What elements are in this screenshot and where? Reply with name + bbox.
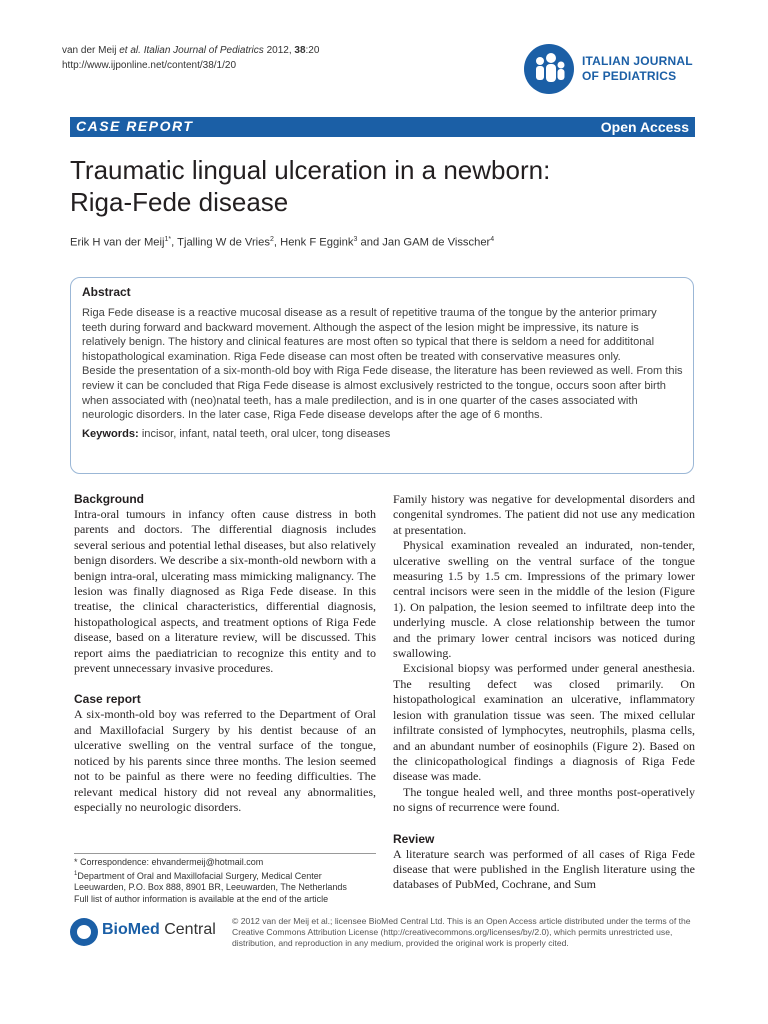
- citation-volume: 38: [294, 45, 306, 56]
- author-2: Tjalling W de Vries: [177, 236, 270, 249]
- keywords-text: incisor, infant, natal teeth, oral ulcer, tong diseases: [141, 427, 391, 440]
- abstract-box: [70, 277, 694, 474]
- affiliation: $^1$Department of Oral and Maxillofacial Surgery, Medical Center Leeuwarden, P.O. Box 888, 8901 BR, Leeuwarden, The Netherlands: [74, 870, 347, 893]
- physical-exam-paragraph: Physical examination revealed an indurated, non-tender, ulcerative swelling on the ventral surface of the tongue measuring 1.5 by 1.5 cm. Impressions of the primary lower central incisors were seen in the middle of the lesion (Figure 1). On palpation, the lesion seemed to infiltrate deep into the underlying muscle. A close relationship between the tumor and the primary lower central incisors was noticed during swallowing.: [393, 538, 695, 661]
- journal-logo: [524, 44, 704, 94]
- biomed-ring-icon: [70, 918, 98, 946]
- background-paragraph: Intra-oral tumours in infancy often cause distress in both parents and doctors. The differential diagnosis includes several serious and potential lethal diseases, but also relatively benign disorders. We describe a six-month-old newborn with a benign intra-oral, ulcerating mass mimicking malignancy. The lesion was finally diagnosed as Riga Fede disease. In this treatise, the clinical characteristics, differential diagnosis, histopathological aspects, and treatment options of Riga Fede disease, based on a literature review, will be discussed. This report aims the paediatrician to recognize this entity and to prevent unnecessary invasive procedures.: [74, 507, 376, 676]
- author-3: Henk F Eggink: [280, 236, 354, 249]
- citation-etal: et al.: [119, 45, 141, 56]
- article-type-label: CASE REPORT: [76, 118, 194, 134]
- healing-paragraph: The tongue healed well, and three months post-operatively no signs of recurrence were found.: [393, 784, 695, 815]
- footnote: [74, 853, 376, 905]
- author-4: Jan GAM de Visscher: [382, 236, 491, 249]
- author-list: Erik H van der Meij$^{1*}$, Tjalling W de Vries$^2$, Henk F Eggink$^3$ and Jan GAM de Visscher$^4$: [70, 236, 495, 249]
- article-type-banner: [70, 117, 695, 137]
- right-column: [393, 492, 695, 893]
- correspondence-email[interactable]: * Correspondence: ehvandermeij@hotmail.com: [74, 857, 264, 867]
- abstract-heading: Abstract: [82, 285, 131, 299]
- abstract-paragraph-1: Riga Fede disease is a reactive mucosal disease as a result of repetitive trauma of the tongue by the anterior primary teeth during forward and backward movement. Although the aspect of the lesion might be impressive, its nature is relatively benign. The history and clinical features are most often so typical that there is seldom a need for addititonal histopathological examination. Riga Fede disease can most often be treated with conservative measures only.: [82, 307, 657, 363]
- section-heading-case-report: Case report: [74, 692, 141, 707]
- open-access-label: Open Access: [600, 119, 689, 135]
- biomed-central-logo: [70, 916, 220, 950]
- citation-year: 2012,: [266, 45, 292, 56]
- citation-line: van der Meij et al. Italian Journal of Pediatrics 2012, 38:20: [62, 45, 320, 56]
- author-1: Erik H van der Meij: [70, 236, 165, 249]
- author-info-note: Full list of author information is available at the end of the article: [74, 893, 329, 904]
- citation-article-no: :20: [305, 45, 320, 56]
- keywords-label: Keywords:: [82, 427, 139, 440]
- left-column: [74, 492, 376, 815]
- people-icon: [524, 44, 574, 94]
- biopsy-paragraph: Excisional biopsy was performed under general anesthesia. The resulting defect was closed primarily. On histopathological examination an ulcerative, inflammatory lesion with granulation tissue was seen. The mixed cellular infiltrate consisted of lymphocytes, neutrophils, plasma cells, and an abundant number of eosinophils (Figure 2). Based on the clinicopathological findings a diagnosis of Riga Fede disease was made.: [393, 661, 695, 784]
- case-report-paragraph: A six-month-old boy was referred to the Department of Oral and Maxillofacial Surgery by his dentist because of an ulcerative swelling on the ventral surface of the tongue, noticed by his parents since three months. The lesion seemed not to be painful as there were no feeding difficulties. The relevant medical history did not reveal any abnormalities, especially no neurologic disorders.: [74, 707, 376, 814]
- section-heading-background: Background: [74, 492, 145, 506]
- citation-header: [62, 43, 319, 73]
- section-heading-review: Review: [393, 831, 435, 846]
- article-url-link[interactable]: http://www.ijponline.net/content/38/1/20: [62, 60, 237, 71]
- review-paragraph: A literature search was performed of all cases of Riga Fede disease that were published in the English literature using the databases of PubMed, Cochrane, and Sum: [393, 846, 695, 892]
- citation-journal: Italian Journal of Pediatrics: [143, 45, 264, 56]
- family-history-paragraph: Family history was negative for developmental disorders and congenital syndromes. The patient did not use any medication at presentation.: [393, 492, 695, 537]
- journal-logo-text: ITALIAN JOURNAL OF PEDIATRICS: [582, 54, 693, 83]
- license-text: © 2012 van der Meij et al.; licensee BioMed Central Ltd. This is an Open Access article distributed under the terms of the Creative Commons Attribution License (http://creativecommons.org/licenses/by/2.0), which permits unrestricted use, distribution, and reproduction in any medium, provided the original work is properly cited.: [232, 916, 691, 948]
- keywords: [82, 427, 683, 442]
- article-title: Traumatic lingual ulceration in a newborn: Riga-Fede disease: [70, 155, 551, 217]
- publisher-name: BioMed Central: [102, 921, 216, 938]
- abstract-paragraph-2: Beside the presentation of a six-month-old boy with Riga Fede disease, the literature has been reviewed as well. From this review it can be concluded that Riga Fede disease is almost exclusively restricted to the tongue, occurs soon after birth when associated with (neo)natal teeth, has a male predilection, and is in one quarter of the cases associated with neurologic disorders. In the later case, Riga Fede disease develops after the age of 6 months.: [82, 365, 683, 422]
